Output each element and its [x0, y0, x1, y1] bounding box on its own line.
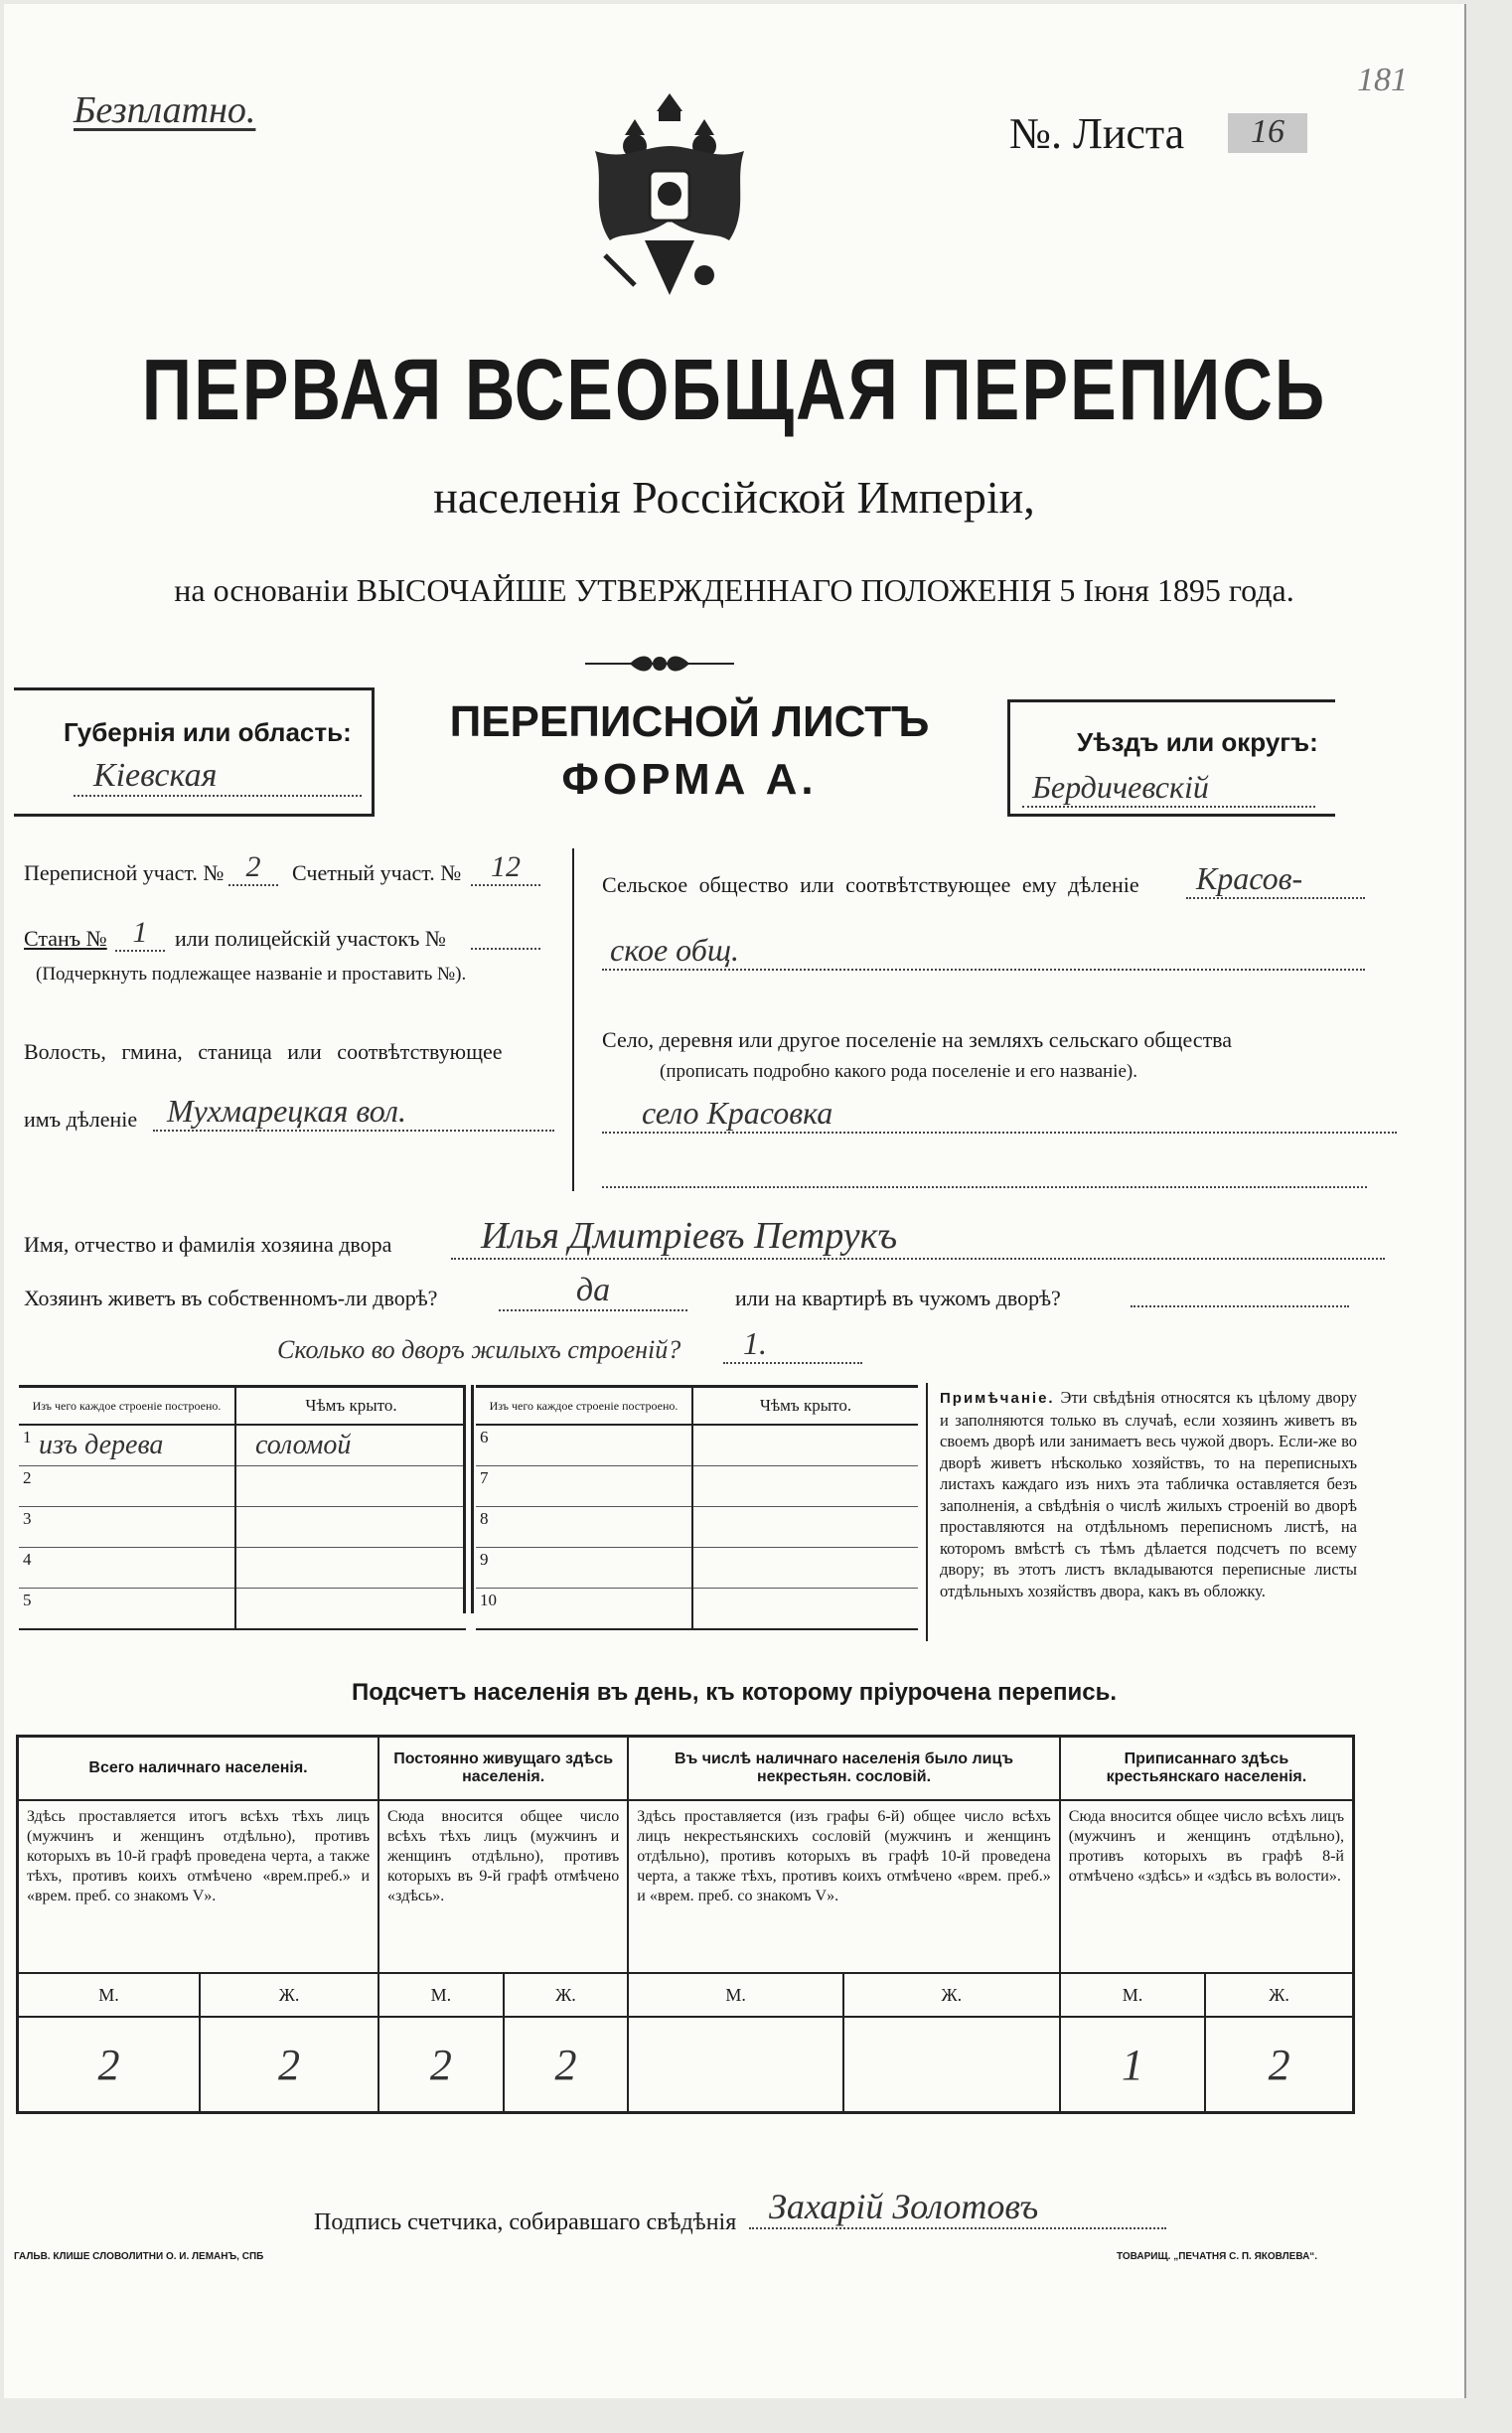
count-female-header: Ж.	[843, 1973, 1060, 2017]
owner-own-value: да	[499, 1272, 687, 1311]
volost-value: Мухмарецкая вол.	[153, 1093, 554, 1132]
count-male-header: М.	[378, 1973, 504, 2017]
buildings-count-label: Сколько во дворъ жилыхъ строеній?	[277, 1335, 681, 1364]
building-row-number: 6	[480, 1428, 489, 1446]
uezd-label: Уѣздъ или округъ:	[1077, 727, 1318, 757]
census-sheet	[4, 4, 1466, 2398]
gubernia-label: Губернія или область:	[64, 717, 352, 747]
building-row	[476, 1589, 918, 1630]
count-male-header: М.	[18, 1973, 200, 2017]
stan-label: Станъ №	[24, 926, 107, 951]
owner-own-label: Хозяинъ живетъ въ собственномъ-ли дворѣ?	[24, 1286, 438, 1310]
buildings-table-right	[476, 1385, 918, 1630]
gubernia-value: Кіевская	[74, 757, 362, 797]
building-row	[476, 1507, 918, 1548]
count-female-value: 2	[1205, 2017, 1353, 2113]
owner-rent-label: или на квартирѣ въ чужомъ дворѣ?	[735, 1286, 1061, 1310]
building-row-number: 1	[23, 1428, 32, 1446]
remark-title: Примѣчаніе.	[940, 1390, 1055, 1407]
count-group-description: Здѣсь проставляется итогъ всѣхъ тѣхъ лицъ (мужчинъ и женщинъ отдѣльно), противъ которыхъ въ 10-й графѣ проведена черта, а также тѣхъ, противъ коихъ отмѣчено «врем.преб.» и «врем. преб. со знакомъ V».	[18, 1800, 379, 1973]
census-district-value: 2	[228, 850, 278, 886]
owner-name-label: Имя, отчество и фамилія хозяина двора	[24, 1232, 392, 1257]
building-row-number: 5	[23, 1591, 32, 1609]
buildings-table-left	[19, 1385, 466, 1630]
footer-left: ГАЛЬВ. КЛИШЕ СЛОВОЛИТНИ О. И. ЛЕМАНЪ, СПБ	[14, 2251, 264, 2262]
count-male-value: 2	[378, 2017, 504, 2113]
form-subtitle: ФОРМА А.	[561, 755, 818, 804]
count-male-value	[628, 2017, 843, 2113]
stan-note: (Подчеркнуть подлежащее названіе и проставить №).	[36, 964, 467, 985]
police-value-line	[471, 938, 540, 950]
signature-label: Подпись счетчика, собиравшаго свѣдѣнія	[314, 2209, 737, 2235]
building-row	[19, 1507, 466, 1548]
building-row-number: 7	[480, 1468, 489, 1487]
census-district-label: Переписной участ. №	[24, 860, 225, 885]
building-row-number: 10	[480, 1591, 497, 1609]
society-label: Сельское общество или соотвѣтствующее ему дѣленіе	[602, 872, 1139, 897]
building-roof: соломой	[255, 1430, 352, 1460]
society-value-1: Красов-	[1186, 860, 1365, 899]
police-label: или полицейскій участокъ №	[175, 926, 446, 951]
imperial-eagle-icon	[585, 91, 754, 310]
roof-header: Чѣмъ крыто.	[305, 1396, 397, 1415]
count-female-header: Ж.	[1205, 1973, 1353, 2017]
remark	[940, 1387, 1357, 1601]
owner-name-value: Илья Дмитріевъ Петрукъ	[451, 1214, 1385, 1260]
counting-district-label: Счетный участ. №	[292, 860, 462, 885]
remark-text: Эти свѣдѣнія относятся къ цѣлому двору и заполняются только въ случаѣ, если хозяинъ живетъ въ своемъ дворѣ или занимаетъ весь чужой дворъ. Если-же во дворѣ живетъ нѣсколько хозяйствъ, то на переписныхъ листахъ каждаго изъ нихъ эта табличка оставляется безъ заполненія, а свѣдѣнія о числѣ жилыхъ строеній во дворѣ проставляются на отдѣльномъ переписномъ листѣ, на которомъ вмѣстѣ съ тѣмъ дѣлается подсчетъ по всему двору; въ этотъ листъ вкладываются переписные листы отдѣльныхъ хозяйствъ двора, какъ въ обложку.	[940, 1388, 1358, 1600]
corner-mark: 181	[1357, 62, 1408, 98]
volost-label-1: Волость, гмина, станица или соотвѣтствующее	[24, 1039, 503, 1064]
village-extra-line	[602, 1176, 1367, 1188]
count-table	[16, 1735, 1355, 2114]
building-row	[19, 1548, 466, 1589]
free-label: Безплатно.	[74, 89, 256, 131]
footer-right: ТОВАРИЩ. „ПЕЧАТНЯ С. П. ЯКОВЛЕВА“.	[1117, 2251, 1318, 2262]
count-group-title: Приписаннаго здѣсь крестьянскаго населенія.	[1060, 1737, 1354, 1801]
count-male-value: 2	[18, 2017, 200, 2113]
sheet-number-value: 16	[1228, 113, 1307, 153]
region-box	[14, 687, 1335, 817]
building-material: изъ дерева	[39, 1430, 164, 1460]
count-male-header: М.	[1060, 1973, 1205, 2017]
society-value-2: ское общ.	[602, 932, 1365, 971]
count-female-value	[843, 2017, 1060, 2113]
count-group-title: Въ числѣ наличнаго населенія было лицъ некрестьян. сословій.	[628, 1737, 1060, 1801]
uezd-value: Бердичевскій	[1022, 769, 1315, 808]
page-title: ПЕРВАЯ ВСЕОБЩАЯ ПЕРЕПИСЬ	[141, 341, 1327, 438]
legal-basis: на основаніи ВЫСОЧАЙШЕ УТВЕРЖДЕННАГО ПОЛОЖЕНІЯ 5 Іюня 1895 года.	[174, 572, 1294, 608]
building-row-number: 9	[480, 1550, 489, 1569]
village-label: Село, деревня или другое поселеніе на земляхъ сельскаго общества	[602, 1027, 1233, 1052]
count-group-title: Всего наличнаго населенія.	[18, 1737, 379, 1801]
stan-value: 1	[115, 916, 165, 952]
count-group-description: Здѣсь проставляется (изъ графы 6-й) общее число всѣхъ лицъ некрестьянскихъ сословій (мужчинъ и женщинъ отдѣльно), противъ которыхъ въ графѣ 10-й проведена черта, а также тѣхъ, противъ коихъ отмѣчено «врем. преб.» и «врем. преб. со знакомъ V».	[628, 1800, 1060, 1973]
buildings-count-value: 1.	[723, 1325, 862, 1364]
owner-rent-value-line	[1131, 1295, 1349, 1307]
count-group-description: Сюда вносится общее число всѣхъ лицъ (мужчинъ и женщинъ отдѣльно), противъ которыхъ въ графѣ 8-й отмѣчено «здѣсь» и «здѣсь въ волости».	[1060, 1800, 1354, 1973]
volost-label-2: имъ дѣленіе	[24, 1107, 138, 1132]
building-row-number: 4	[23, 1550, 32, 1569]
building-row	[476, 1425, 918, 1466]
count-female-header: Ж.	[200, 1973, 378, 2017]
building-row-number: 3	[23, 1509, 32, 1528]
sheet-number-label: №. Листа	[1009, 109, 1185, 158]
building-row	[19, 1589, 466, 1630]
material-header: Изъ чего каждое строеніе построено.	[19, 1387, 235, 1426]
page-subtitle: населенія Россійской Имперіи,	[433, 472, 1035, 523]
signature-value: Захарій Золотовъ	[749, 2186, 1166, 2229]
count-female-value: 2	[200, 2017, 378, 2113]
building-row	[19, 1425, 466, 1466]
count-male-value: 1	[1060, 2017, 1205, 2113]
count-title: Подсчетъ населенія въ день, къ которому пріурочена перепись.	[352, 1679, 1117, 1706]
count-female-value: 2	[504, 2017, 629, 2113]
building-row	[476, 1466, 918, 1507]
counting-district-value: 12	[471, 850, 540, 886]
count-group-description: Сюда вносится общее число всѣхъ тѣхъ лицъ (мужчинъ и женщинъ отдѣльно), противъ которыхъ въ 9-й графѣ отмѣчено «здѣсь».	[378, 1800, 628, 1973]
building-row-number: 8	[480, 1509, 489, 1528]
material-header-right: Изъ чего каждое строеніе построено.	[476, 1387, 692, 1426]
village-note: (прописать подробно какого рода поселеніе и его названіе).	[660, 1061, 1137, 1082]
count-group-title: Постоянно живущаго здѣсь населенія.	[378, 1737, 628, 1801]
building-row	[476, 1548, 918, 1589]
count-male-header: М.	[628, 1973, 843, 2017]
roof-header-right: Чѣмъ крыто.	[759, 1396, 852, 1415]
building-row	[19, 1466, 466, 1507]
count-female-header: Ж.	[504, 1973, 629, 2017]
village-value: село Красовка	[602, 1095, 1397, 1134]
building-row-number: 2	[23, 1468, 32, 1487]
ornament-divider-icon	[585, 652, 734, 676]
form-title: ПЕРЕПИСНОЙ ЛИСТЪ	[449, 697, 930, 746]
